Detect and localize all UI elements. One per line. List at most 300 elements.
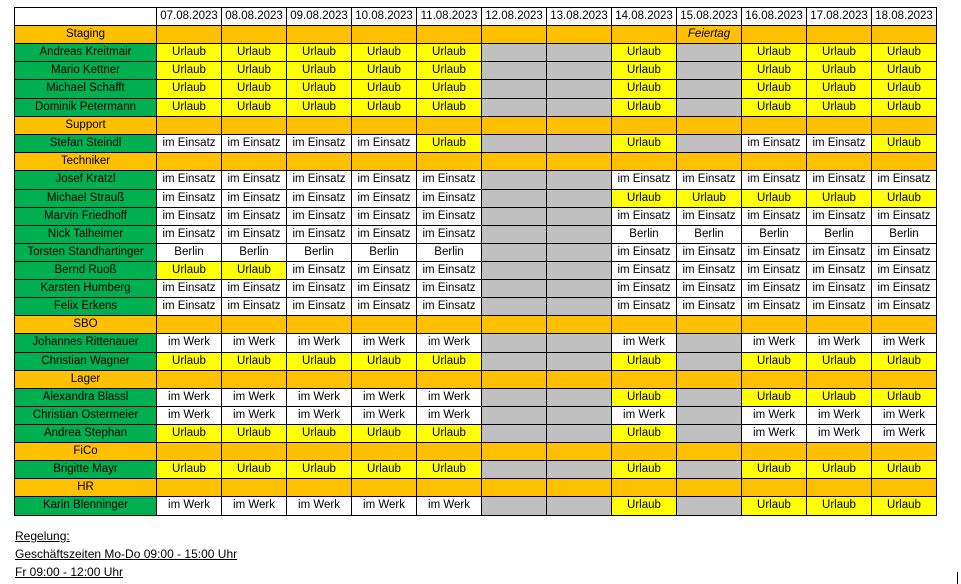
schedule-cell[interactable]: im Einsatz: [352, 280, 417, 298]
schedule-cell[interactable]: [677, 334, 742, 353]
schedule-cell[interactable]: im Werk: [872, 334, 937, 353]
schedule-cell[interactable]: Urlaub: [222, 262, 287, 280]
schedule-cell[interactable]: im Einsatz: [417, 171, 482, 190]
schedule-cell[interactable]: Urlaub: [222, 425, 287, 443]
schedule-cell[interactable]: im Einsatz: [872, 171, 937, 190]
section-day-cell[interactable]: [872, 117, 937, 135]
schedule-cell[interactable]: Urlaub: [742, 190, 807, 208]
schedule-cell[interactable]: Urlaub: [157, 262, 222, 280]
schedule-cell[interactable]: im Einsatz: [222, 280, 287, 298]
section-day-cell[interactable]: [417, 26, 482, 44]
date-header-cell[interactable]: 13.08.2023: [547, 8, 612, 26]
person-name-cell[interactable]: Andreas Kreitmair: [15, 44, 157, 62]
section-day-cell[interactable]: [482, 443, 547, 461]
schedule-cell[interactable]: im Einsatz: [677, 280, 742, 298]
schedule-cell[interactable]: im Werk: [417, 497, 482, 516]
schedule-cell[interactable]: Urlaub: [352, 62, 417, 80]
section-day-cell[interactable]: [547, 479, 612, 497]
section-day-cell[interactable]: [742, 316, 807, 334]
schedule-cell[interactable]: [482, 407, 547, 425]
schedule-cell[interactable]: Urlaub: [872, 497, 937, 516]
schedule-cell[interactable]: Urlaub: [807, 190, 872, 208]
schedule-cell[interactable]: im Einsatz: [872, 208, 937, 226]
section-day-cell[interactable]: [352, 316, 417, 334]
schedule-cell[interactable]: Urlaub: [612, 497, 677, 516]
person-name-cell[interactable]: Felix Erkens: [15, 298, 157, 316]
schedule-cell[interactable]: im Einsatz: [352, 226, 417, 244]
schedule-cell[interactable]: Urlaub: [742, 80, 807, 99]
section-day-cell[interactable]: [222, 26, 287, 44]
schedule-cell[interactable]: Urlaub: [352, 425, 417, 443]
schedule-cell[interactable]: [482, 135, 547, 153]
schedule-cell[interactable]: Urlaub: [157, 99, 222, 117]
section-day-cell[interactable]: [287, 117, 352, 135]
schedule-cell[interactable]: Urlaub: [612, 190, 677, 208]
schedule-cell[interactable]: Urlaub: [872, 461, 937, 479]
schedule-cell[interactable]: im Einsatz: [352, 208, 417, 226]
schedule-cell[interactable]: Urlaub: [157, 353, 222, 371]
schedule-cell[interactable]: Urlaub: [807, 62, 872, 80]
date-header-cell[interactable]: 07.08.2023: [157, 8, 222, 26]
person-name-cell[interactable]: Karsten Humberg: [15, 280, 157, 298]
schedule-cell[interactable]: Berlin: [157, 244, 222, 262]
schedule-cell[interactable]: [482, 44, 547, 62]
section-day-cell[interactable]: [287, 443, 352, 461]
schedule-cell[interactable]: Urlaub: [157, 80, 222, 99]
schedule-cell[interactable]: Berlin: [677, 226, 742, 244]
schedule-cell[interactable]: [482, 99, 547, 117]
schedule-cell[interactable]: Urlaub: [807, 44, 872, 62]
section-day-cell[interactable]: [612, 26, 677, 44]
schedule-cell[interactable]: im Einsatz: [157, 135, 222, 153]
section-day-cell[interactable]: [222, 316, 287, 334]
schedule-cell[interactable]: im Einsatz: [612, 244, 677, 262]
schedule-cell[interactable]: Urlaub: [742, 461, 807, 479]
schedule-cell[interactable]: im Einsatz: [417, 190, 482, 208]
schedule-cell[interactable]: Urlaub: [157, 461, 222, 479]
section-day-cell[interactable]: [547, 371, 612, 389]
schedule-cell[interactable]: im Einsatz: [352, 171, 417, 190]
schedule-cell[interactable]: Urlaub: [417, 353, 482, 371]
schedule-cell[interactable]: Urlaub: [742, 353, 807, 371]
schedule-cell[interactable]: Urlaub: [742, 389, 807, 407]
person-name-cell[interactable]: Nick Talheimer: [15, 226, 157, 244]
section-day-cell[interactable]: [547, 153, 612, 171]
section-day-cell[interactable]: [677, 371, 742, 389]
date-header-cell[interactable]: 09.08.2023: [287, 8, 352, 26]
section-label-cell[interactable]: Staging: [15, 26, 157, 44]
section-day-cell[interactable]: [612, 316, 677, 334]
schedule-cell[interactable]: Urlaub: [352, 80, 417, 99]
schedule-cell[interactable]: im Einsatz: [872, 244, 937, 262]
date-header-cell[interactable]: 17.08.2023: [807, 8, 872, 26]
section-day-cell[interactable]: [612, 153, 677, 171]
section-label-cell[interactable]: SBO: [15, 316, 157, 334]
schedule-cell[interactable]: [482, 262, 547, 280]
person-name-cell[interactable]: Stefan Steindl: [15, 135, 157, 153]
schedule-cell[interactable]: im Einsatz: [352, 190, 417, 208]
schedule-cell[interactable]: im Einsatz: [222, 190, 287, 208]
schedule-cell[interactable]: im Einsatz: [677, 244, 742, 262]
schedule-cell[interactable]: Urlaub: [872, 44, 937, 62]
schedule-cell[interactable]: Urlaub: [287, 44, 352, 62]
date-header-cell[interactable]: 18.08.2023: [872, 8, 937, 26]
section-label-cell[interactable]: Techniker: [15, 153, 157, 171]
schedule-cell[interactable]: im Einsatz: [417, 298, 482, 316]
schedule-cell[interactable]: Urlaub: [742, 44, 807, 62]
schedule-cell[interactable]: im Werk: [612, 407, 677, 425]
section-day-cell[interactable]: [547, 26, 612, 44]
section-day-cell[interactable]: [222, 371, 287, 389]
section-day-cell[interactable]: [547, 443, 612, 461]
schedule-cell[interactable]: [547, 461, 612, 479]
header-corner-cell[interactable]: [15, 8, 157, 26]
schedule-cell[interactable]: Urlaub: [742, 62, 807, 80]
schedule-cell[interactable]: [547, 171, 612, 190]
section-day-cell[interactable]: [742, 443, 807, 461]
schedule-cell[interactable]: Urlaub: [417, 135, 482, 153]
schedule-cell[interactable]: im Werk: [222, 389, 287, 407]
schedule-cell[interactable]: [547, 226, 612, 244]
schedule-cell[interactable]: im Einsatz: [287, 171, 352, 190]
schedule-cell[interactable]: im Einsatz: [807, 135, 872, 153]
schedule-cell[interactable]: Urlaub: [417, 461, 482, 479]
section-day-cell[interactable]: [417, 371, 482, 389]
schedule-cell[interactable]: [482, 171, 547, 190]
section-day-cell[interactable]: [677, 117, 742, 135]
schedule-cell[interactable]: im Werk: [742, 334, 807, 353]
schedule-cell[interactable]: [482, 497, 547, 516]
schedule-cell[interactable]: Berlin: [612, 226, 677, 244]
schedule-cell[interactable]: [547, 99, 612, 117]
schedule-cell[interactable]: [482, 389, 547, 407]
schedule-cell[interactable]: Urlaub: [807, 99, 872, 117]
person-name-cell[interactable]: Michael Strauß: [15, 190, 157, 208]
schedule-cell[interactable]: im Einsatz: [872, 280, 937, 298]
person-name-cell[interactable]: Dominik Petermann: [15, 99, 157, 117]
schedule-cell[interactable]: [547, 44, 612, 62]
section-day-cell[interactable]: [222, 443, 287, 461]
schedule-cell[interactable]: Urlaub: [287, 99, 352, 117]
person-name-cell[interactable]: Christian Ostermeier: [15, 407, 157, 425]
schedule-cell[interactable]: im Einsatz: [807, 244, 872, 262]
schedule-cell[interactable]: Urlaub: [872, 353, 937, 371]
schedule-cell[interactable]: Urlaub: [222, 44, 287, 62]
schedule-cell[interactable]: Berlin: [742, 226, 807, 244]
schedule-cell[interactable]: im Einsatz: [417, 208, 482, 226]
schedule-cell[interactable]: [547, 80, 612, 99]
schedule-cell[interactable]: [482, 226, 547, 244]
section-day-cell[interactable]: [872, 371, 937, 389]
schedule-cell[interactable]: [547, 244, 612, 262]
schedule-cell[interactable]: Urlaub: [287, 62, 352, 80]
schedule-cell[interactable]: Urlaub: [157, 62, 222, 80]
schedule-cell[interactable]: im Einsatz: [157, 280, 222, 298]
section-day-cell[interactable]: [482, 153, 547, 171]
section-day-cell[interactable]: [612, 117, 677, 135]
schedule-cell[interactable]: [482, 353, 547, 371]
date-header-cell[interactable]: 16.08.2023: [742, 8, 807, 26]
schedule-cell[interactable]: im Werk: [352, 407, 417, 425]
schedule-cell[interactable]: [482, 244, 547, 262]
schedule-cell[interactable]: im Einsatz: [742, 171, 807, 190]
schedule-cell[interactable]: Urlaub: [872, 135, 937, 153]
schedule-cell[interactable]: im Werk: [807, 425, 872, 443]
schedule-cell[interactable]: Berlin: [417, 244, 482, 262]
schedule-cell[interactable]: [482, 190, 547, 208]
schedule-cell[interactable]: Urlaub: [612, 99, 677, 117]
schedule-cell[interactable]: [482, 208, 547, 226]
section-day-cell[interactable]: [677, 316, 742, 334]
schedule-cell[interactable]: im Einsatz: [222, 226, 287, 244]
schedule-cell[interactable]: im Einsatz: [417, 280, 482, 298]
schedule-cell[interactable]: [677, 461, 742, 479]
schedule-cell[interactable]: [547, 334, 612, 353]
schedule-cell[interactable]: im Einsatz: [287, 190, 352, 208]
person-name-cell[interactable]: Andrea Stephan: [15, 425, 157, 443]
schedule-cell[interactable]: [482, 425, 547, 443]
schedule-cell[interactable]: Urlaub: [352, 99, 417, 117]
schedule-cell[interactable]: im Einsatz: [287, 226, 352, 244]
schedule-cell[interactable]: Urlaub: [612, 353, 677, 371]
section-day-cell[interactable]: [482, 316, 547, 334]
schedule-cell[interactable]: im Einsatz: [742, 244, 807, 262]
schedule-cell[interactable]: im Einsatz: [222, 208, 287, 226]
schedule-cell[interactable]: im Einsatz: [677, 171, 742, 190]
section-day-cell[interactable]: [157, 26, 222, 44]
section-day-cell[interactable]: [157, 316, 222, 334]
schedule-cell[interactable]: im Einsatz: [742, 208, 807, 226]
section-day-cell[interactable]: [807, 117, 872, 135]
schedule-cell[interactable]: [677, 135, 742, 153]
schedule-cell[interactable]: im Werk: [352, 334, 417, 353]
schedule-cell[interactable]: im Einsatz: [742, 280, 807, 298]
schedule-cell[interactable]: im Werk: [612, 334, 677, 353]
schedule-cell[interactable]: Berlin: [222, 244, 287, 262]
section-day-cell[interactable]: [287, 316, 352, 334]
schedule-cell[interactable]: im Werk: [287, 497, 352, 516]
schedule-cell[interactable]: im Einsatz: [287, 280, 352, 298]
schedule-cell[interactable]: im Werk: [872, 407, 937, 425]
schedule-cell[interactable]: [547, 62, 612, 80]
schedule-cell[interactable]: im Werk: [157, 497, 222, 516]
section-day-cell[interactable]: [612, 371, 677, 389]
schedule-cell[interactable]: Berlin: [287, 244, 352, 262]
schedule-cell[interactable]: Urlaub: [612, 44, 677, 62]
schedule-cell[interactable]: [547, 407, 612, 425]
schedule-cell[interactable]: Urlaub: [872, 80, 937, 99]
section-day-cell[interactable]: [742, 117, 807, 135]
schedule-cell[interactable]: Urlaub: [287, 461, 352, 479]
schedule-cell[interactable]: im Einsatz: [872, 298, 937, 316]
section-day-cell[interactable]: [222, 117, 287, 135]
schedule-cell[interactable]: Urlaub: [352, 44, 417, 62]
schedule-cell[interactable]: Urlaub: [677, 190, 742, 208]
schedule-cell[interactable]: [547, 262, 612, 280]
section-label-cell[interactable]: FiCo: [15, 443, 157, 461]
schedule-cell[interactable]: im Einsatz: [612, 280, 677, 298]
section-day-cell[interactable]: [807, 316, 872, 334]
date-header-cell[interactable]: 11.08.2023: [417, 8, 482, 26]
section-day-cell[interactable]: [222, 153, 287, 171]
section-day-cell[interactable]: [807, 371, 872, 389]
section-day-cell[interactable]: [872, 443, 937, 461]
schedule-cell[interactable]: im Einsatz: [157, 190, 222, 208]
section-label-cell[interactable]: HR: [15, 479, 157, 497]
date-header-cell[interactable]: 08.08.2023: [222, 8, 287, 26]
schedule-cell[interactable]: Urlaub: [807, 389, 872, 407]
schedule-cell[interactable]: im Werk: [872, 425, 937, 443]
person-name-cell[interactable]: Johannes Rittenauer: [15, 334, 157, 353]
schedule-cell[interactable]: im Einsatz: [807, 280, 872, 298]
schedule-cell[interactable]: im Werk: [157, 389, 222, 407]
schedule-cell[interactable]: Urlaub: [612, 135, 677, 153]
schedule-cell[interactable]: Berlin: [872, 226, 937, 244]
schedule-cell[interactable]: [547, 298, 612, 316]
date-header-cell[interactable]: 10.08.2023: [352, 8, 417, 26]
schedule-cell[interactable]: im Einsatz: [352, 262, 417, 280]
section-day-cell[interactable]: [482, 371, 547, 389]
schedule-cell[interactable]: im Einsatz: [417, 262, 482, 280]
section-label-cell[interactable]: Lager: [15, 371, 157, 389]
schedule-cell[interactable]: Urlaub: [612, 425, 677, 443]
schedule-cell[interactable]: im Werk: [287, 389, 352, 407]
schedule-cell[interactable]: im Einsatz: [612, 298, 677, 316]
schedule-cell[interactable]: im Einsatz: [287, 135, 352, 153]
schedule-cell[interactable]: Urlaub: [222, 62, 287, 80]
section-day-cell[interactable]: [157, 153, 222, 171]
section-day-cell[interactable]: [482, 117, 547, 135]
schedule-cell[interactable]: im Einsatz: [872, 262, 937, 280]
schedule-cell[interactable]: [482, 334, 547, 353]
section-day-cell[interactable]: [287, 479, 352, 497]
schedule-cell[interactable]: im Werk: [352, 497, 417, 516]
section-day-cell[interactable]: [222, 479, 287, 497]
person-name-cell[interactable]: Mario Kettner: [15, 62, 157, 80]
schedule-cell[interactable]: Urlaub: [742, 497, 807, 516]
section-day-cell[interactable]: [352, 153, 417, 171]
schedule-cell[interactable]: im Einsatz: [677, 208, 742, 226]
schedule-cell[interactable]: Urlaub: [287, 353, 352, 371]
section-day-cell[interactable]: [352, 443, 417, 461]
schedule-cell[interactable]: im Einsatz: [612, 171, 677, 190]
schedule-cell[interactable]: Urlaub: [352, 353, 417, 371]
schedule-cell[interactable]: Berlin: [352, 244, 417, 262]
schedule-cell[interactable]: im Werk: [157, 334, 222, 353]
section-day-cell[interactable]: [157, 443, 222, 461]
section-day-cell[interactable]: [612, 479, 677, 497]
schedule-cell[interactable]: im Einsatz: [287, 298, 352, 316]
section-day-cell[interactable]: [742, 371, 807, 389]
schedule-cell[interactable]: im Einsatz: [287, 262, 352, 280]
schedule-cell[interactable]: im Werk: [417, 389, 482, 407]
section-day-cell[interactable]: [612, 443, 677, 461]
section-day-cell[interactable]: [807, 153, 872, 171]
schedule-cell[interactable]: im Werk: [417, 334, 482, 353]
schedule-cell[interactable]: im Werk: [222, 497, 287, 516]
holiday-note-cell[interactable]: Feiertag: [677, 26, 742, 44]
schedule-cell[interactable]: [547, 497, 612, 516]
schedule-cell[interactable]: [677, 425, 742, 443]
schedule-cell[interactable]: im Werk: [742, 425, 807, 443]
section-day-cell[interactable]: [417, 153, 482, 171]
schedule-cell[interactable]: [482, 280, 547, 298]
section-day-cell[interactable]: [287, 26, 352, 44]
schedule-cell[interactable]: Urlaub: [417, 44, 482, 62]
schedule-cell[interactable]: Urlaub: [872, 190, 937, 208]
section-day-cell[interactable]: [872, 153, 937, 171]
person-name-cell[interactable]: Marvin Friedhoff: [15, 208, 157, 226]
section-day-cell[interactable]: [417, 316, 482, 334]
person-name-cell[interactable]: Torsten Standhartinger: [15, 244, 157, 262]
schedule-cell[interactable]: im Einsatz: [807, 298, 872, 316]
schedule-cell[interactable]: Urlaub: [612, 461, 677, 479]
schedule-cell[interactable]: Urlaub: [742, 99, 807, 117]
schedule-cell[interactable]: [482, 461, 547, 479]
person-name-cell[interactable]: Brigitte Mayr: [15, 461, 157, 479]
schedule-cell[interactable]: Urlaub: [807, 353, 872, 371]
schedule-cell[interactable]: im Werk: [287, 407, 352, 425]
schedule-cell[interactable]: im Einsatz: [612, 208, 677, 226]
section-day-cell[interactable]: [417, 443, 482, 461]
section-day-cell[interactable]: [482, 26, 547, 44]
schedule-cell[interactable]: im Werk: [417, 407, 482, 425]
schedule-cell[interactable]: im Einsatz: [222, 135, 287, 153]
schedule-cell[interactable]: [677, 407, 742, 425]
schedule-cell[interactable]: Urlaub: [612, 80, 677, 99]
date-header-cell[interactable]: 12.08.2023: [482, 8, 547, 26]
schedule-cell[interactable]: [547, 389, 612, 407]
schedule-cell[interactable]: [547, 425, 612, 443]
section-day-cell[interactable]: [872, 316, 937, 334]
section-day-cell[interactable]: [677, 153, 742, 171]
person-name-cell[interactable]: Josef Kratzl: [15, 171, 157, 190]
schedule-cell[interactable]: [677, 389, 742, 407]
section-day-cell[interactable]: [157, 117, 222, 135]
person-name-cell[interactable]: Bernd Ruoß: [15, 262, 157, 280]
section-day-cell[interactable]: [677, 479, 742, 497]
schedule-cell[interactable]: [677, 497, 742, 516]
schedule-cell[interactable]: Urlaub: [417, 80, 482, 99]
schedule-cell[interactable]: Urlaub: [222, 461, 287, 479]
schedule-cell[interactable]: im Einsatz: [742, 135, 807, 153]
schedule-cell[interactable]: [677, 80, 742, 99]
schedule-cell[interactable]: im Einsatz: [807, 262, 872, 280]
schedule-cell[interactable]: [547, 190, 612, 208]
schedule-cell[interactable]: im Einsatz: [157, 298, 222, 316]
schedule-cell[interactable]: Urlaub: [352, 461, 417, 479]
section-day-cell[interactable]: [547, 117, 612, 135]
section-day-cell[interactable]: [742, 26, 807, 44]
section-day-cell[interactable]: [807, 479, 872, 497]
schedule-cell[interactable]: im Einsatz: [742, 262, 807, 280]
schedule-cell[interactable]: [482, 62, 547, 80]
section-day-cell[interactable]: [807, 26, 872, 44]
schedule-cell[interactable]: Urlaub: [287, 80, 352, 99]
schedule-cell[interactable]: Urlaub: [612, 389, 677, 407]
section-day-cell[interactable]: [352, 371, 417, 389]
schedule-cell[interactable]: [547, 353, 612, 371]
person-name-cell[interactable]: Michael Schafft: [15, 80, 157, 99]
schedule-cell[interactable]: im Einsatz: [352, 298, 417, 316]
schedule-cell[interactable]: [677, 62, 742, 80]
schedule-cell[interactable]: Urlaub: [222, 80, 287, 99]
section-day-cell[interactable]: [287, 371, 352, 389]
schedule-cell[interactable]: Urlaub: [807, 80, 872, 99]
schedule-cell[interactable]: im Einsatz: [612, 262, 677, 280]
schedule-cell[interactable]: Urlaub: [872, 99, 937, 117]
schedule-cell[interactable]: Urlaub: [287, 425, 352, 443]
